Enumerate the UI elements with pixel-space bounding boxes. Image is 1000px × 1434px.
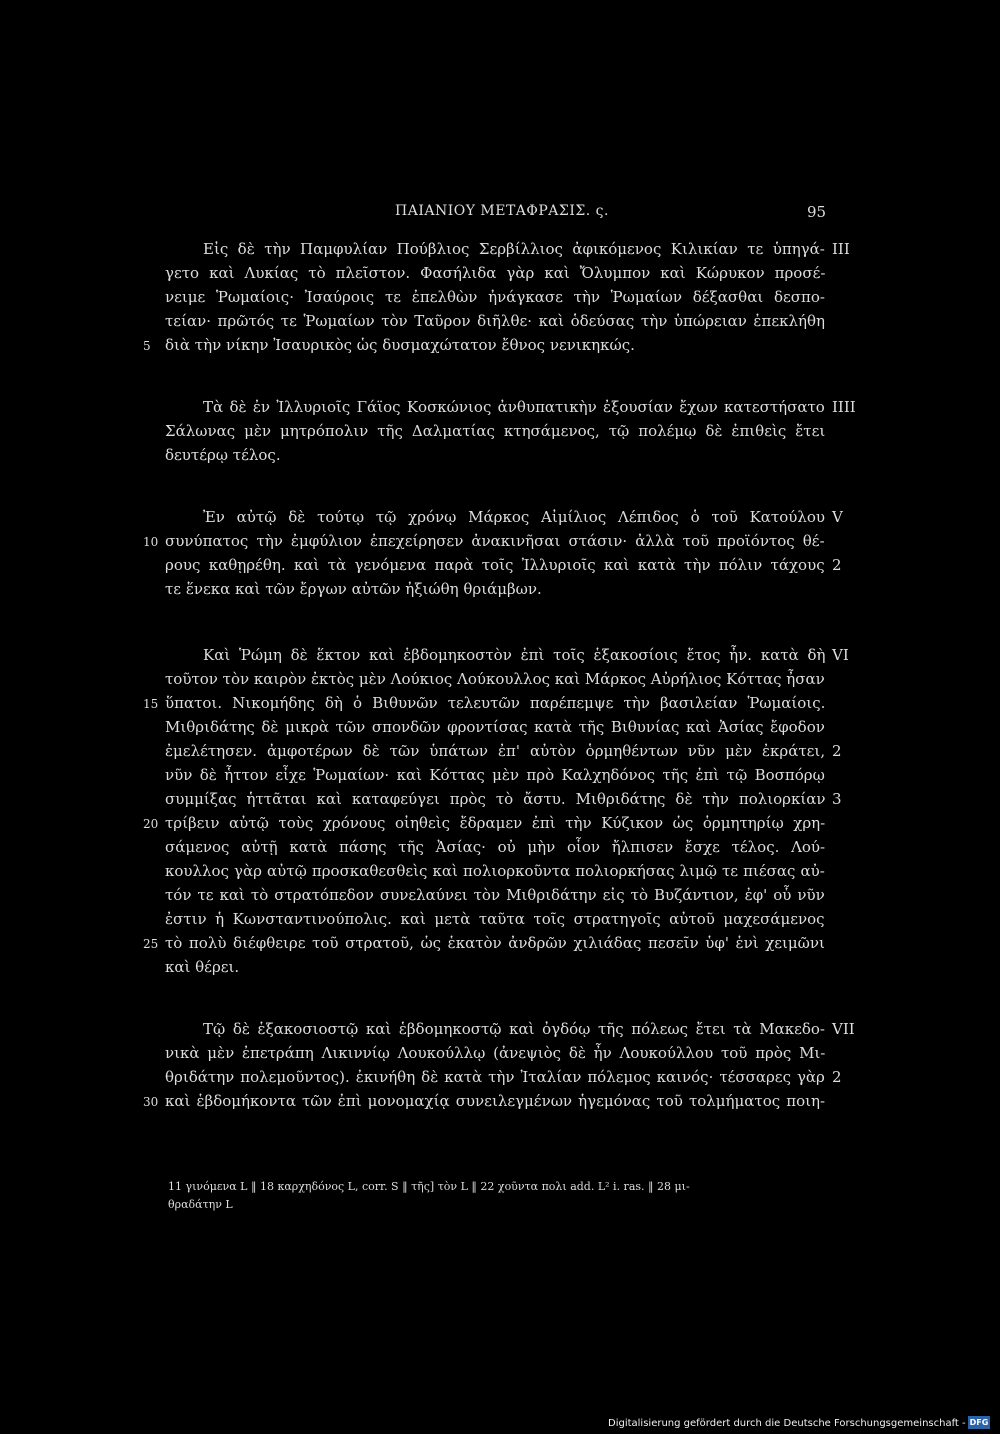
text-line: Μιθριδάτης δὲ μικρὰ τῶν σπονδῶν φροντίσας κατὰ τῆς Βιθυνίας καὶ Ἀσίας ἔφοδον [165,718,825,736]
section-marker: VII [832,1020,855,1038]
section-marker: 2 [832,1068,842,1086]
text-line: τοῦτον τὸν καιρὸν ἐκτὸς μὲν Λούκιος Λούκουλλος καὶ Μάρκος Αὐρήλιος Κόττας ἦσαν [165,670,825,688]
line-number: 20 [143,817,159,831]
text-line: Σάλωνας μὲν μητρόπολιν τῆς Δαλματίας κτησάμενος, τῷ πολέμῳ δὲ ἐπιθεὶς ἔτει [165,422,826,440]
text-line: νῦν δὲ ἧττον εἶχε Ῥωμαίων· καὶ Κόττας μὲν πρὸ Καλχηδόνος τῆς ἐπὶ τῷ Βοσπόρῳ [165,766,825,784]
line-number: 30 [143,1095,159,1109]
text-line: θριδάτην πολεμοῦντος). ἐκινήθη δὲ κατὰ τὴν Ἰταλίαν πόλεμος καινός· τέσσαρες γὰρ [165,1068,825,1086]
text-line: κουλλος γὰρ αὐτῷ προσκαθεσθεὶς καὶ πολιορκοῦντα πολιορκήσας λιμῷ τε πιέσας αὐ- [165,862,825,880]
text-line: τόν τε καὶ τὸ στρατόπεδον συνελαύνει τὸν Μιθριδάτην εἰς τὸ Βυζάντιον, ἐφ' οὗ νῦν [165,886,825,904]
text-line: ἐμελέτησεν. ἀμφοτέρων δὲ τῶν ὑπάτων ἐπ' αὐτὸν ὁρμηθέντων νῦν μὲν ἐκράτει, [165,742,826,760]
text-line: διὰ τὴν νίκην Ἰσαυρικὸς ὡς δυσμαχώτατον ἔθνος νενικηκώς. [165,336,635,354]
text-line: γετο καὶ Λυκίας τὸ πλεῖστον. Φασήλιδα γὰρ καὶ Ὄλυμπον καὶ Κώρυκον προσέ- [165,264,826,282]
line-number: 10 [143,535,159,549]
section-marker: 3 [832,790,842,808]
text-line: δευτέρῳ τέλος. [165,446,281,464]
text-line: Ἐν αὐτῷ δὲ τούτῳ τῷ χρόνῳ Μάρκος Αἰμίλιος Λέπιδος ὁ τοῦ Κατούλου [203,508,826,526]
section-marker: IIII [832,398,856,416]
text-line: καὶ ἑβδομήκοντα τῶν ἐπὶ μονομαχίᾳ συνειλεγμένων ἡγεμόνας τοῦ τολμήματος ποιη- [165,1092,826,1110]
page-number: 95 [807,203,827,221]
text-line: τείαν· πρῶτός τε Ῥωμαίων τὸν Ταῦρον διῆλθε· καὶ ὁδεύσας τὴν ὑπώρειαν ἐπεκλήθη [165,312,825,330]
text-line: νειμε Ῥωμαίοις· Ἰσαύροις τε ἐπελθὼν ἠνάγκασε τὴν Ῥωμαίων δέξασθαι δεσπο- [165,288,825,306]
section-marker: III [832,240,850,258]
line-number: 15 [143,697,159,711]
text-line: Τὰ δὲ ἐν Ἰλλυριοῖς Γάϊος Κοσκώνιος ἀνθυπατικὴν ἐξουσίαν ἔχων κατεστήσατο [203,398,825,416]
section-marker: VI [832,646,849,664]
line-number: 5 [143,339,151,353]
section-marker: 2 [832,556,842,574]
funding-footer-text: Digitalisierung gefördert durch die Deutsche Forschungsgemeinschaft - [608,1418,966,1429]
line-number: 25 [143,937,159,951]
text-line: συνύπατος τὴν ἐμφύλιον ἐπεχείρησεν ἀνακινῆσαι στάσιν· ἀλλὰ τοῦ προϊόντος θέ- [165,532,825,550]
text-line: νικὰ μὲν ἐπετράπη Λικιννίῳ Λουκούλλῳ (ἀνεψιὸς δὲ ἦν Λουκούλλου τοῦ πρὸς Μι- [165,1044,826,1062]
dfg-logo-icon: DFG [969,1418,989,1427]
text-line: ρους καθῃρέθη. καὶ τὰ γενόμενα παρὰ τοῖς Ἰλλυριοῖς καὶ κατὰ τὴν πόλιν τάχους [165,556,825,574]
text-line: Τῷ δὲ ἑξακοσιοστῷ καὶ ἑβδομηκοστῷ καὶ ὀγδόῳ τῆς πόλεως ἔτει τὰ Μακεδο- [203,1020,825,1038]
text-line: τε ἕνεκα καὶ τῶν ἔργων αὐτῶν ἠξιώθη θριάμβων. [165,580,542,598]
apparatus-line: 11 γινόμενα L ‖ 18 καρχηδόνος L, corr. S ‖ τῆς] τὸν L ‖ 22 χοῦντα πολι add. L² i. ras. ‖ 28 μι- [168,1180,690,1193]
text-line: ἐστιν ἡ Κωνσταντινούπολις. καὶ μετὰ ταῦτα τοῖς στρατηγοῖς αὐτοῦ μαχεσάμενος [165,910,825,928]
text-line: σάμενος αὐτῇ κατὰ πάσης τῆς Ἀσίας· οὐ μὴν οἷον ἤλπισεν ἔσχε τέλος. Λού- [165,838,826,856]
section-marker: 2 [832,742,842,760]
text-line: τὸ πολὺ διέφθειρε τοῦ στρατοῦ, ὡς ἑκατὸν ἀνδρῶν χιλιάδας πεσεῖν ὑφ' ἑνὶ χειμῶνι [165,934,825,952]
text-line: συμμίξας ἡττᾶται καὶ καταφεύγει πρὸς τὸ ἄστυ. Μιθριδάτης δὲ τὴν πολιορκίαν [165,790,826,808]
text-line: τρίβειν αὐτῷ τοὺς χρόνους οἰηθεὶς ἔδραμεν ἐπὶ τὴν Κύζικον ὡς ὁρμητηρίῳ χρη- [165,814,826,832]
text-line: Εἰς δὲ τὴν Παμφυλίαν Πούβλιος Σερβίλλιος ἀφικόμενος Κιλικίαν τε ὑπηγά- [203,240,825,258]
section-marker: V [832,508,843,526]
apparatus-line: θραδάτην L [168,1198,233,1211]
text-line: Καὶ Ῥώμη δὲ ἕκτον καὶ ἑβδομηκοστὸν ἐπὶ τοῖς ἑξακοσίοις ἔτος ἦν. κατὰ δὴ [203,646,826,664]
text-line: ὕπατοι. Νικομήδης δὴ ὁ Βιθυνῶν τελευτῶν παρέπεμψε τὴν βασιλείαν Ῥωμαίοις. [165,694,826,712]
text-line: καὶ θέρει. [165,958,240,976]
running-header-title: ΠΑΙΑΝΙΟΥ ΜΕΤΑΦΡΑΣΙΣ. ς. [395,203,609,219]
